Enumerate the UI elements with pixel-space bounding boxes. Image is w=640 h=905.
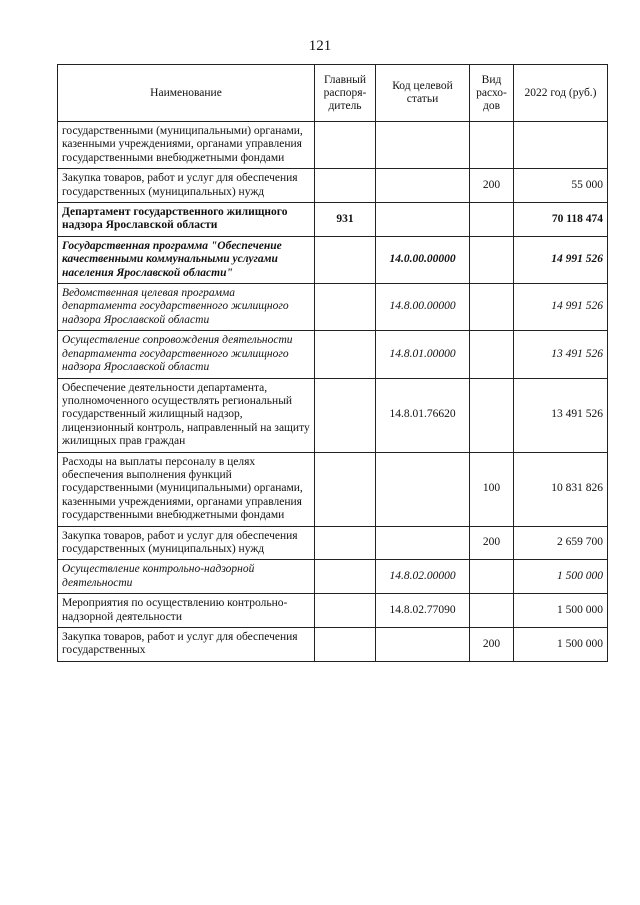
- header-main-manager: Главный распоря-дитель: [315, 65, 376, 122]
- cell-expense-type: [470, 331, 514, 378]
- table-row: [58, 378, 608, 452]
- cell-main-manager: [315, 560, 376, 594]
- cell-name: Осуществление сопровождения деятельности департамента государственного жилищного надзора Ярославской области: [58, 331, 315, 378]
- cell-name: государственными (муниципальными) органами, казенными учреждениями, органами управления государственными внебюджетными фондами: [58, 122, 315, 169]
- cell-expense-type: 100: [470, 452, 514, 526]
- cell-main-manager: [315, 236, 376, 283]
- cell-main-manager: [315, 452, 376, 526]
- cell-amount: [514, 122, 608, 169]
- cell-name: Мероприятия по осуществлению контрольно-надзорной деятельности: [58, 594, 315, 628]
- cell-amount: 13 491 526: [514, 378, 608, 452]
- header-name: Наименование: [58, 65, 315, 122]
- header-target-code: Код целевой статьи: [376, 65, 470, 122]
- cell-expense-type: [470, 378, 514, 452]
- header-expense-type: Вид расхо-дов: [470, 65, 514, 122]
- cell-amount: 14 991 526: [514, 284, 608, 331]
- cell-expense-type: [470, 122, 514, 169]
- cell-main-manager: [315, 594, 376, 628]
- cell-amount: 1 500 000: [514, 594, 608, 628]
- cell-target-code: [376, 628, 470, 662]
- cell-main-manager: [315, 122, 376, 169]
- cell-amount: 1 500 000: [514, 628, 608, 662]
- table-row: [58, 331, 608, 378]
- cell-main-manager: [315, 378, 376, 452]
- cell-name: Осуществление контрольно-надзорной деятельности: [58, 560, 315, 594]
- table-row: [58, 628, 608, 662]
- cell-target-code: [376, 526, 470, 560]
- table-row: [58, 203, 608, 237]
- cell-target-code: 14.8.00.00000: [376, 284, 470, 331]
- cell-expense-type: 200: [470, 169, 514, 203]
- cell-amount: 1 500 000: [514, 560, 608, 594]
- cell-target-code: [376, 122, 470, 169]
- cell-expense-type: [470, 560, 514, 594]
- cell-main-manager: [315, 331, 376, 378]
- table-row: [58, 594, 608, 628]
- cell-expense-type: 200: [470, 628, 514, 662]
- cell-name: Государственная программа "Обеспечение качественными коммунальными услугами населения Ярославской области": [58, 236, 315, 283]
- table-row: [58, 560, 608, 594]
- cell-expense-type: [470, 284, 514, 331]
- cell-amount: 14 991 526: [514, 236, 608, 283]
- cell-main-manager: [315, 169, 376, 203]
- header-amount-2022: 2022 год (руб.): [514, 65, 608, 122]
- table-row: [58, 526, 608, 560]
- cell-amount: 55 000: [514, 169, 608, 203]
- cell-target-code: [376, 203, 470, 237]
- cell-name: Ведомственная целевая программа департамента государственного жилищного надзора Ярославской области: [58, 284, 315, 331]
- cell-target-code: [376, 169, 470, 203]
- cell-name: Закупка товаров, работ и услуг для обеспечения государственных (муниципальных) нужд: [58, 526, 315, 560]
- cell-target-code: 14.8.01.00000: [376, 331, 470, 378]
- cell-name: Закупка товаров, работ и услуг для обеспечения государственных: [58, 628, 315, 662]
- cell-target-code: 14.8.02.77090: [376, 594, 470, 628]
- cell-amount: 2 659 700: [514, 526, 608, 560]
- cell-amount: 10 831 826: [514, 452, 608, 526]
- table-row: [58, 284, 608, 331]
- table-row: [58, 236, 608, 283]
- cell-main-manager: [315, 284, 376, 331]
- cell-name: Обеспечение деятельности департамента, уполномоченного осуществлять региональный государственный жилищный надзор, лицензионный контроль, направленный на защиту жилищных прав граждан: [58, 378, 315, 452]
- table-body: [58, 122, 608, 662]
- cell-name: Закупка товаров, работ и услуг для обеспечения государственных (муниципальных) нужд: [58, 169, 315, 203]
- table-row: [58, 122, 608, 169]
- cell-expense-type: 200: [470, 526, 514, 560]
- cell-name: Департамент государственного жилищного надзора Ярославской области: [58, 203, 315, 237]
- cell-expense-type: [470, 236, 514, 283]
- cell-main-manager: [315, 628, 376, 662]
- cell-main-manager: [315, 526, 376, 560]
- cell-target-code: 14.0.00.00000: [376, 236, 470, 283]
- table-row: [58, 452, 608, 526]
- cell-amount: 70 118 474: [514, 203, 608, 237]
- cell-target-code: [376, 452, 470, 526]
- cell-amount: 13 491 526: [514, 331, 608, 378]
- cell-expense-type: [470, 203, 514, 237]
- cell-main-manager: 931: [315, 203, 376, 237]
- cell-target-code: 14.8.02.00000: [376, 560, 470, 594]
- page-number: 121: [308, 38, 332, 54]
- table-header-row: [58, 65, 608, 122]
- budget-table: [57, 64, 608, 662]
- table-row: [58, 169, 608, 203]
- cell-target-code: 14.8.01.76620: [376, 378, 470, 452]
- cell-name: Расходы на выплаты персоналу в целях обеспечения выполнения функций государственными (муниципальными) органами, казенными учреждениями, органами управления государственными внебюджетными фондами: [58, 452, 315, 526]
- cell-expense-type: [470, 594, 514, 628]
